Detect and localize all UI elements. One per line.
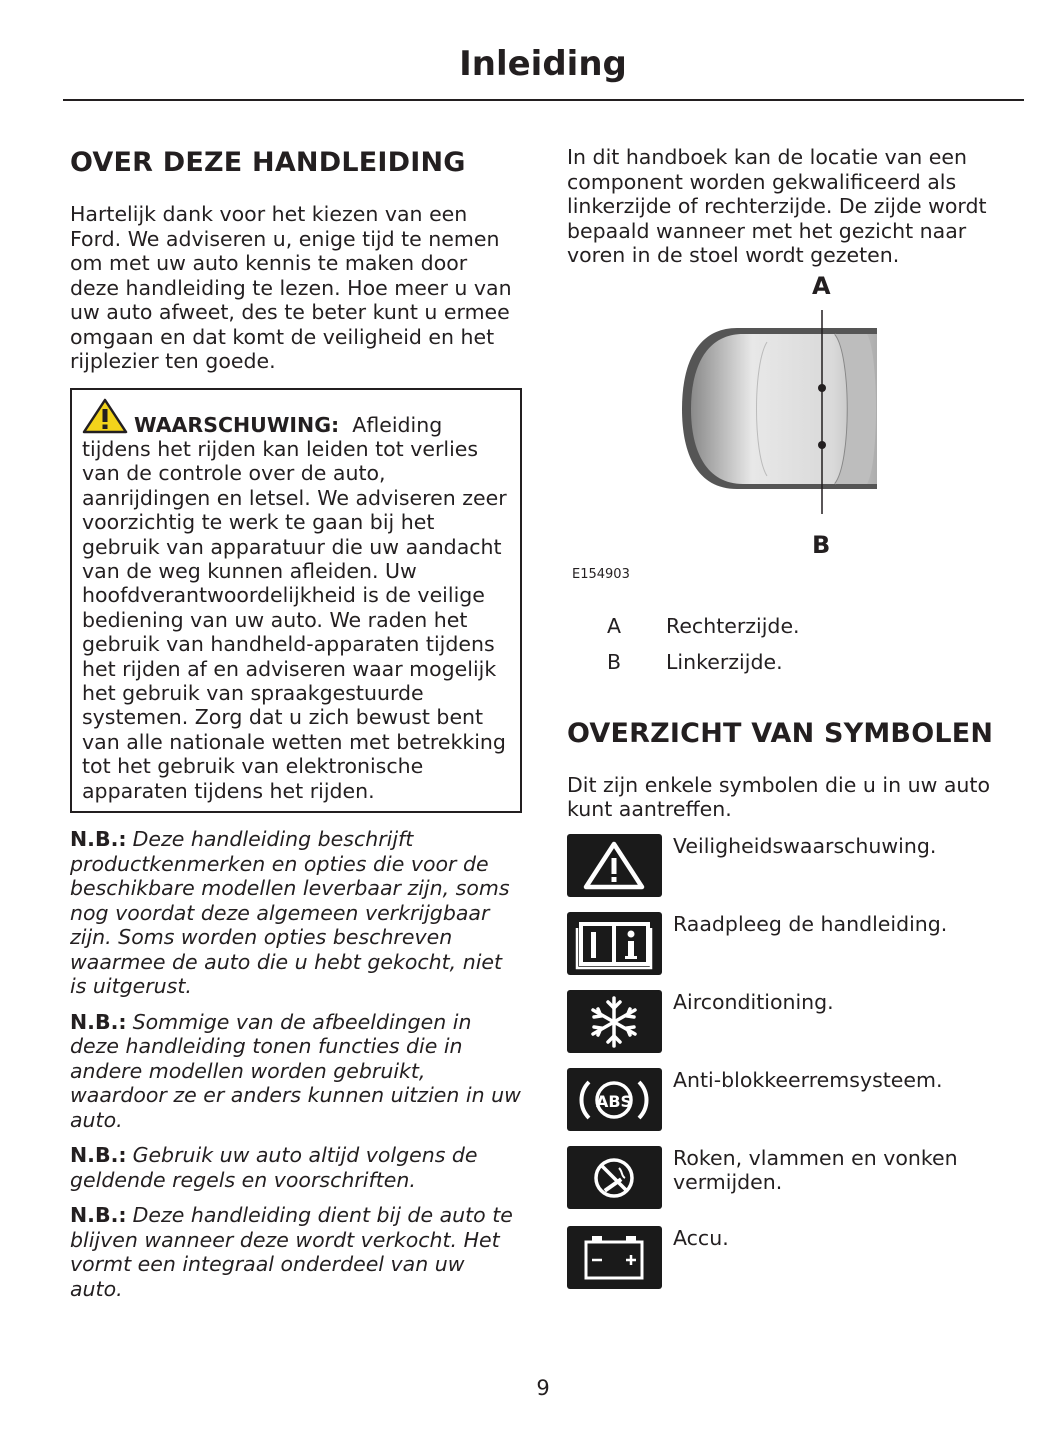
side-intro-paragraph: In dit handboek kan de locatie van een component worden gekwalificeerd als linkerzijde of rechterzijde. De zijde wordt bepaald wanneer met het gezicht naar voren in de stoel wordt gezeten. [567, 145, 987, 267]
warning-box [70, 388, 522, 814]
abs-icon [567, 1068, 662, 1131]
side-legend [567, 614, 1012, 674]
snowflake-icon [567, 990, 662, 1053]
header-divider [63, 99, 1024, 101]
symbol-row: ABS Anti-blokkeerremsysteem. [567, 1068, 1012, 1146]
page-title: Inleiding [459, 44, 627, 84]
warning-text: Afleiding tijdens het rijden kan leiden tot verlies van de controle over de auto, aanrijdingen en letsel. We adviseren zeer voorzichtig te werk te gaan bij het gebruik van apparatuur die uw aandacht van de weg kunnen afleiden. Uw hoofdverantwoordelijkheid is de veilige bediening van uw auto. We raden het gebruik van handheld-apparaten tijdens het rijden af en adviseren waar mogelijk het gebruik van spraakgestuurde systemen. Zorg dat u zich bewust bent van alle nationale wetten met betrekking tot het gebruik van elektronische apparaten tijdens het rijden. [82, 412, 507, 803]
right-column [567, 145, 1012, 1304]
intro-paragraph: Hartelijk dank voor het kiezen van een Ford. We adviseren u, enige tijd te nemen om met uw auto kennis te maken door deze handleiding te lezen. Hoe meer u van uw auto afweet, des te beter kunt u ermee omgaan en dat komt de veiligheid en het rijplezier ten goede. [70, 202, 512, 373]
figure-code: E154903 [572, 566, 630, 582]
left-column [70, 145, 522, 1312]
symbols-list [567, 834, 1012, 1304]
symbols-intro: Dit zijn enkele symbolen die u in uw auto kunt aantreffen. [567, 772, 990, 821]
section-heading-symbols: OVERZICHT VAN SYMBOLEN [567, 717, 994, 749]
symbol-row: Raadpleeg de handleiding. [567, 912, 1012, 990]
warning-label: WAARSCHUWING: [134, 412, 340, 437]
figure-label-b: B [812, 530, 831, 559]
symbol-row: Airconditioning. [567, 990, 1012, 1068]
safety-warning-icon [567, 834, 662, 897]
page-number: 9 [536, 1376, 550, 1400]
legend-row: B Linkerzijde. [607, 649, 783, 674]
notes-list [70, 827, 522, 1301]
no-smoking-icon [567, 1146, 662, 1209]
warning-triangle-icon [82, 398, 128, 434]
note-item: N.B.: Gebruik uw auto altijd volgens de geldende regels en voorschriften. [70, 1143, 478, 1192]
battery-icon [567, 1226, 662, 1289]
legend-row: A Rechterzijde. [607, 613, 800, 638]
note-item: N.B.: Deze handleiding beschrijft productkenmerken en opties die voor de beschikbare modellen leverbaar zijn, soms nog voordat deze algemeen verkrijgbaar zijn. Soms worden opties beschreven waarmee de auto die u hebt gekocht, niet is uitgerust. [70, 827, 510, 998]
note-item: N.B.: Sommige van de afbeeldingen in deze handleiding tonen functies die in andere modellen worden gebruikt, waardoor ze er anders kunnen uitzien in uw auto. [70, 1009, 521, 1132]
manual-icon [567, 912, 662, 975]
car-side-figure [567, 271, 1012, 614]
svg-text:ABS: ABS [595, 1091, 633, 1111]
note-item: N.B.: Deze handleiding dient bij de auto te blijven wanneer deze wordt verkocht. Het vormt een integraal onderdeel van uw auto. [70, 1203, 513, 1301]
car-topview-illustration [567, 284, 1012, 584]
section-heading-about: OVER DEZE HANDLEIDING [70, 147, 466, 178]
figure-label-a: A [812, 271, 831, 300]
symbol-row: Accu. [567, 1226, 1012, 1304]
symbol-row: Veiligheidswaarschuwing. [567, 834, 1012, 912]
symbol-row: Roken, vlammen en vonken vermijden. [567, 1146, 1012, 1226]
